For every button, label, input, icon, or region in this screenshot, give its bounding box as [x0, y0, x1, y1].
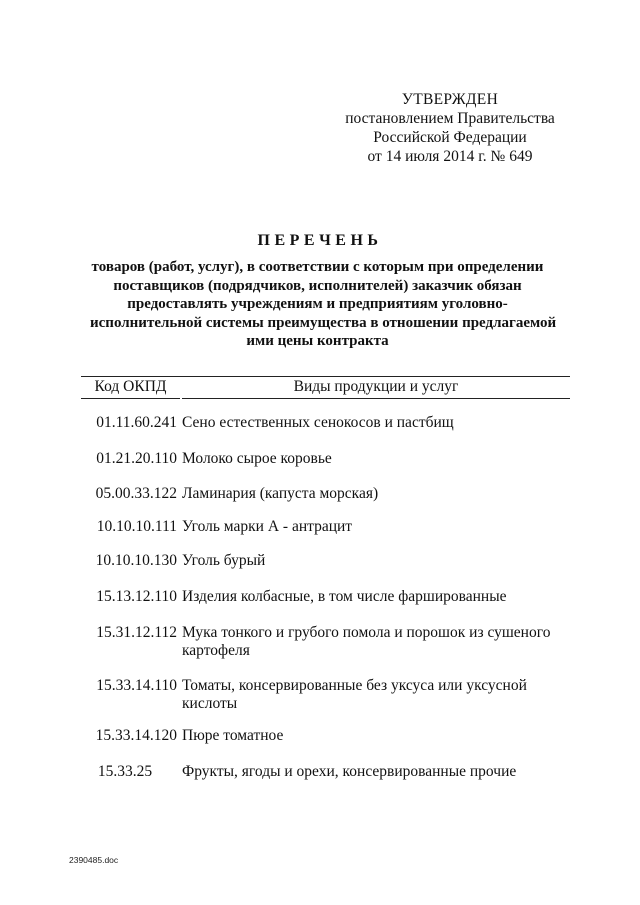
document-title: ПЕРЕЧЕНЬ — [257, 232, 383, 249]
description-line: Томаты, консервированные без уксуса или уксусной — [182, 677, 527, 694]
file-name-footer: 2390485.doc — [69, 855, 119, 865]
description-line: Молоко сырое коровье — [182, 450, 332, 467]
product-description — [182, 518, 552, 536]
subtitle-line: товаров (работ, услуг), в соответствии с которым при определении — [91, 259, 544, 275]
description-line: кислоты — [182, 695, 238, 712]
table-header — [81, 376, 570, 398]
okpd-code: 01.11.60.241 — [96, 414, 177, 431]
okpd-code: 15.33.14.110 — [96, 677, 177, 694]
description-line: Фрукты, ягоды и орехи, консервированные прочие — [182, 763, 517, 780]
product-description — [182, 727, 552, 745]
okpd-code: 15.33.14.120 — [95, 727, 177, 744]
product-description — [182, 450, 552, 468]
description-line: Сено естественных сенокосов и пастбищ — [182, 414, 454, 431]
description-line: Уголь бурый — [182, 552, 266, 569]
description-line: картофеля — [182, 642, 250, 659]
approval-line-government: Российской Федерации — [373, 129, 527, 146]
approval-line-date: от 14 июля 2014 г. № 649 — [367, 148, 533, 165]
description-line: Уголь марки А - антрацит — [182, 518, 353, 535]
okpd-code: 10.10.10.130 — [95, 552, 177, 569]
column-header-code: Код ОКПД — [81, 377, 180, 399]
okpd-code: 01.21.20.110 — [96, 450, 177, 467]
description-line: Мука тонкого и грубого помола и порошок из сушеного — [182, 624, 551, 641]
product-description — [182, 677, 552, 713]
subtitle-line: ими цены контракта — [246, 333, 389, 349]
approval-title: УТВЕРЖДЕН — [401, 91, 499, 108]
product-description — [182, 624, 552, 660]
product-description — [182, 588, 552, 606]
okpd-code: 15.31.12.112 — [96, 624, 177, 641]
okpd-code: 15.13.12.110 — [96, 588, 177, 605]
approval-stamp — [340, 90, 560, 166]
okpd-code: 10.10.10.111 — [96, 518, 177, 535]
okpd-code: 05.00.33.122 — [95, 485, 177, 502]
subtitle-line: исполнительной системы преимущества в отношении предлагаемой — [90, 314, 557, 331]
product-description — [182, 414, 552, 432]
description-line: Ламинария (капуста морская) — [182, 485, 379, 502]
approval-line-resolution: постановлением Правительства — [345, 110, 555, 127]
description-line: Пюре томатное — [182, 727, 284, 744]
product-description — [182, 552, 552, 570]
column-header-description: Виды продукции и услуг — [182, 377, 570, 399]
subtitle-line: предоставлять учреждениям и предприятиям уголовно- — [127, 296, 508, 312]
okpd-code: 15.33.25 — [97, 763, 153, 780]
description-line: Изделия колбасные, в том числе фаршированные — [182, 588, 507, 605]
product-description — [182, 485, 552, 503]
subtitle-line: поставщиков (подрядчиков, исполнителей) заказчик обязан — [113, 277, 522, 294]
product-description — [182, 763, 552, 781]
document-subtitle — [90, 258, 557, 351]
